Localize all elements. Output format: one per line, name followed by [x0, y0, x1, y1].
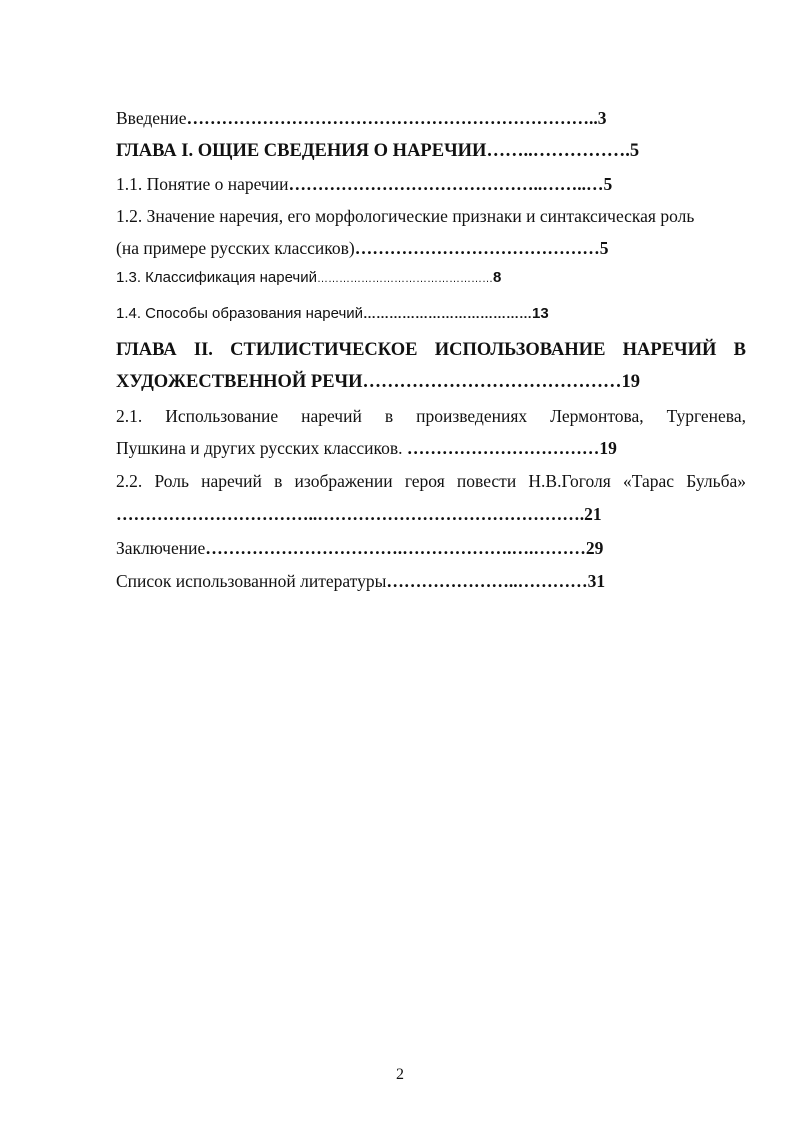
toc-entry-title-continued: (на примере русских классиков) [116, 238, 355, 258]
toc-leader-dots: …………………..………… [386, 571, 588, 591]
toc-entry-chapter-1[interactable] [116, 141, 639, 162]
toc-entry-section-2-1-line-2[interactable] [116, 438, 617, 459]
toc-entry-title: 1.1. Понятие о наречии [116, 174, 289, 194]
toc-leader-dots: …………………………………… [362, 372, 622, 392]
toc-leader-dots: …………………………………………………………….. [186, 108, 598, 128]
toc-entry-title: Список использованной литературы [116, 571, 387, 591]
toc-entry-chapter-2-line-2[interactable] [116, 372, 640, 393]
toc-entry-intro[interactable] [116, 108, 607, 129]
page-number: 2 [396, 1066, 404, 1083]
toc-entry-section-1-1[interactable] [116, 174, 612, 195]
toc-leader-dots: ………………………………… [363, 306, 533, 321]
toc-page-number: 8 [493, 269, 502, 286]
toc-entry-section-2-2-line-2[interactable] [116, 504, 602, 525]
toc-entry-title: 1.3. Классификация наречий [116, 269, 317, 286]
toc-leader-dots: …………………………… [402, 438, 600, 458]
toc-entry-title: Заключение [116, 538, 206, 558]
toc-page-number: 5 [603, 174, 613, 194]
toc-page-number: 31 [587, 571, 606, 591]
toc-entry-title: 1.2. Значение наречия, его морфологические признаки и синтаксическая роль [116, 206, 695, 226]
toc-entry-title: ГЛАВА I. ОЩИЕ СВЕДЕНИЯ О НАРЕЧИИ [116, 141, 487, 161]
toc-entry-section-1-2-line-1[interactable] [116, 206, 694, 227]
toc-entry-section-2-2-line-1[interactable] [116, 471, 746, 492]
toc-entry-section-1-3[interactable] [116, 269, 501, 286]
toc-leader-dots: ……..……………. [486, 141, 630, 161]
toc-page-number: 19 [599, 438, 617, 458]
toc-page-number: 3 [597, 108, 607, 128]
toc-page-number: 29 [585, 538, 604, 558]
toc-leader-dots: …………………………….……………….….……… [205, 538, 586, 558]
toc-entry-title: 2.1. Использование наречий в произведениях Лермонтова, Тургенева, [116, 406, 746, 426]
toc-page-number: 13 [532, 305, 549, 322]
toc-entry-bibliography[interactable] [116, 571, 605, 592]
toc-page-number: 21 [584, 504, 602, 524]
toc-entry-section-1-2-line-2[interactable] [116, 238, 608, 259]
toc-entry-title-continued: Пушкина и других русских классиков. [116, 438, 403, 458]
toc-page-number: 5 [599, 238, 609, 258]
toc-entry-title: ГЛАВА II. СТИЛИСТИЧЕСКОЕ ИСПОЛЬЗОВАНИЕ НАРЕЧИЙ В [116, 340, 746, 360]
toc-entry-title: 1.4. Способы образования наречий [116, 305, 364, 322]
toc-entry-section-2-1-line-1[interactable] [116, 406, 746, 427]
toc-leader-dots: ……………………………..………………………………………. [116, 504, 585, 524]
toc-leader-dots: …………………………………… [354, 238, 600, 258]
toc-page-number: 5 [629, 141, 640, 161]
toc-entry-conclusion[interactable] [116, 538, 603, 559]
toc-entry-chapter-2-line-1[interactable] [116, 340, 746, 361]
toc-entry-title: Введение [116, 108, 187, 128]
toc-entry-title-continued: ХУДОЖЕСТВЕННОЙ РЕЧИ [116, 372, 363, 392]
toc-entry-section-1-4[interactable] [116, 305, 549, 322]
toc-leader-dots: ………………………………………… [317, 273, 493, 285]
toc-page-number: 19 [621, 372, 641, 392]
toc-leader-dots: ……………………………………..……..… [288, 174, 604, 194]
toc-entry-title: 2.2. Роль наречий в изображении героя повести Н.В.Гоголя «Тарас Бульба» [116, 471, 746, 491]
